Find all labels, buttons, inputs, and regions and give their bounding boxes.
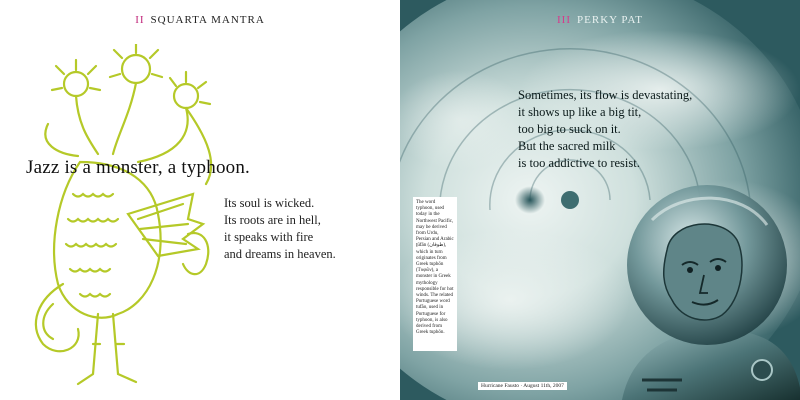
typhoon-etymology-note: The word typhoon, used today in the Northwest Pacific, may be derived from Urdu, Persian and Arabic ţūfān (طوفان), which in turn originates from Greek tuphōn (Τυφῶν), a monster in Greek mythology responsible for hot winds. The related Portuguese word tufão, used in Portuguese for typhoon, is also derived from Greek tuphōn. [413,197,457,351]
right-stanza-line: is too addictive to resist. [518,156,640,170]
right-page-title: PERKY PAT [577,14,643,26]
right-page-header [400,14,800,26]
headline: Jazz is a monster, a typhoon. [26,157,251,178]
left-page-header [0,14,400,26]
left-page-number: II [135,14,145,26]
left-stanza [224,195,336,263]
right-stanza-line: too big to suck on it. [518,122,621,136]
right-stanza [518,87,692,172]
left-stanza-line: Its soul is wicked. [224,196,315,210]
image-caption: Hurricane Fausto · August 11th, 2007 [478,382,567,390]
astronaut-figure-icon [612,180,800,400]
right-stanza-line: But the sacred milk [518,139,616,153]
right-page-number: III [557,14,572,26]
hydra-monster-icon [18,44,228,394]
right-stanza-line: it shows up like a big tit, [518,105,642,119]
right-page [400,0,800,400]
left-stanza-line: it speaks with fire [224,230,314,244]
right-stanza-line: Sometimes, its flow is devastating, [518,88,693,102]
left-page-title: SQUARTA MANTRA [150,14,265,26]
left-stanza-line: and dreams in heaven. [224,247,336,261]
left-stanza-line: Its roots are in hell, [224,213,321,227]
